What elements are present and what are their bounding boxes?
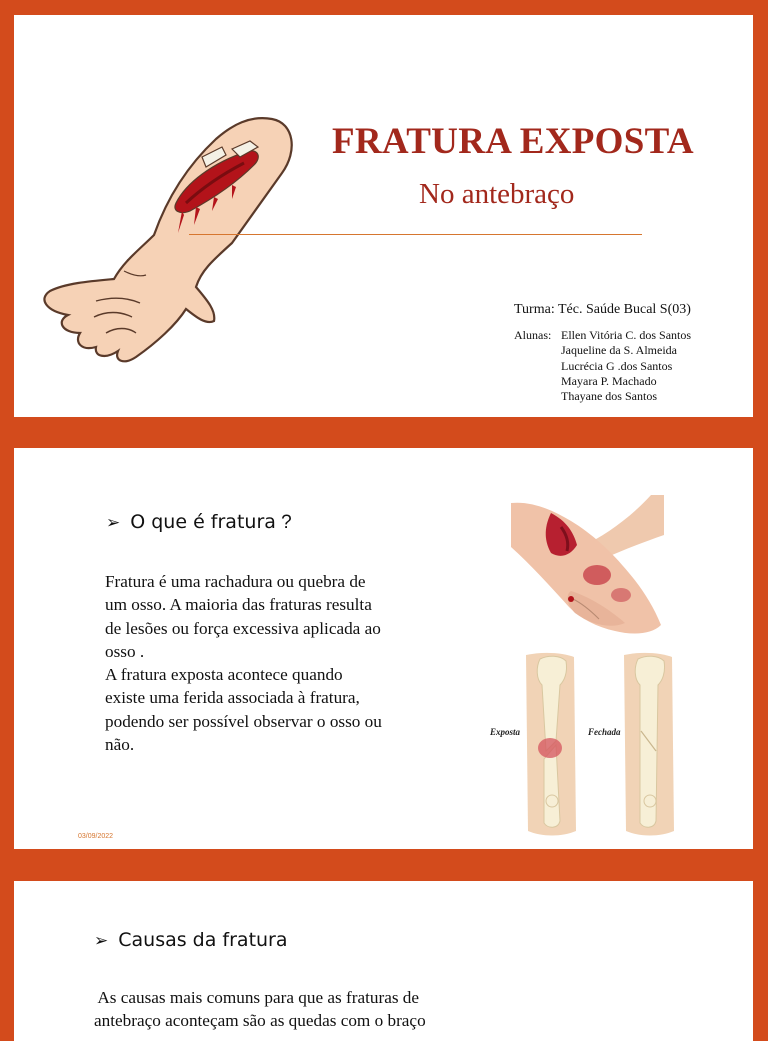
title-divider	[189, 234, 642, 235]
section-heading	[106, 511, 292, 534]
wounded-wrist-photo	[511, 495, 664, 638]
student-name: Lucrécia G .dos Santos	[561, 358, 673, 373]
body-line: podendo ser possível observar o osso ou	[105, 711, 382, 731]
causes-paragraph	[94, 986, 474, 1032]
body-line: Fratura é uma rachadura ou quebra de	[105, 572, 366, 591]
label-exposta: Exposta	[490, 727, 521, 737]
slide-date: 03/09/2022	[78, 833, 114, 840]
slide-causes	[14, 881, 753, 1041]
student-name: Mayara P. Machado	[561, 373, 657, 388]
body-line: existe uma ferida associada à fratura,	[105, 688, 360, 708]
student-name: Ellen Vitória C. dos Santos	[561, 328, 692, 342]
presentation-subtitle: No antebraço	[419, 178, 575, 210]
student-name: Jaqueline da S. Almeida	[561, 343, 677, 358]
slide-title	[14, 15, 753, 417]
presentation-title: FRATURA EXPOSTA	[332, 121, 694, 162]
label-fechada: Fechada	[588, 727, 621, 737]
definition-paragraph	[105, 570, 430, 756]
section-heading	[94, 929, 288, 951]
body-line: de lesões ou força excessiva aplicada ao	[105, 618, 381, 638]
body-line: As causas mais comuns para que as fraturas de	[94, 988, 420, 1007]
students-label: Alunas:	[514, 328, 552, 342]
heading-question-mark: ?	[275, 512, 292, 533]
students-list	[561, 328, 691, 404]
slide-what-is-fracture	[14, 448, 753, 849]
body-line: antebraço aconteçam são as quedas com o braço	[94, 1011, 426, 1030]
class-info: Turma: Téc. Saúde Bucal S(03)	[514, 302, 691, 317]
body-line: A fratura exposta acontece quando	[105, 665, 343, 685]
open-vs-closed-fracture-illustration	[484, 651, 684, 839]
body-line: um osso. A maioria das fraturas resulta	[105, 595, 372, 615]
student-name: Thayane dos Santos	[561, 389, 657, 404]
injured-arm-illustration	[36, 111, 301, 371]
arrow-bullet-icon: ➢	[106, 513, 121, 533]
body-line: não.	[105, 735, 135, 755]
arrow-bullet-icon: ➢	[94, 931, 109, 951]
heading-text: O que é fratura	[130, 511, 276, 533]
body-line: osso .	[105, 641, 145, 661]
heading-text: Causas da fratura	[118, 929, 288, 951]
